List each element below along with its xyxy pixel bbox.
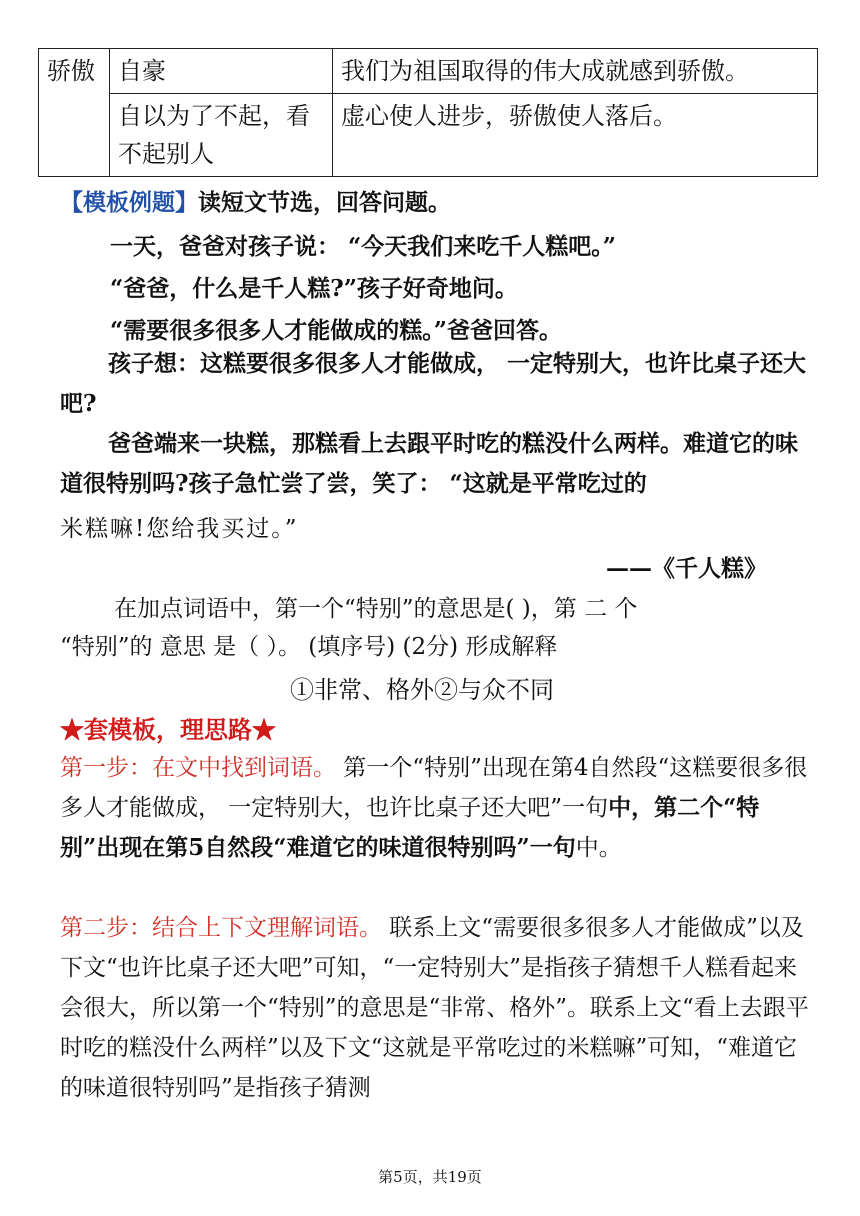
- step-1-bold: 中，第二个“特别”出现在第5自然段“难道它的味道很特别吗”一句: [60, 794, 760, 861]
- vocabulary-table: [38, 48, 818, 177]
- page-footer: 第5页，共19页: [378, 1168, 482, 1186]
- example-heading: [60, 184, 451, 217]
- example-cell: 虚心使人进步，骄傲使人落后。: [333, 94, 818, 177]
- story-paragraph-1: 一天，爸爸对孩子说： “今天我们来吃千人糕吧。”: [110, 233, 616, 260]
- example-tag: 【模板例题】: [60, 189, 198, 216]
- meaning-cell: 自豪: [110, 49, 333, 94]
- story-paragraph-4: 孩子想：这糕要很多很多人才能做成， 一定特别大，也许比桌子还大吧?: [60, 350, 807, 417]
- table-row: [39, 94, 818, 177]
- step-2-text: 联系上文“需要很多很多人才能做成”以及下文“也许比桌子还大吧”可知，“一定特别大”是指孩子猜想千人糕看起来会很大，所以第一个“特别”的意思是“非常、格外”。联系上文“看上去跟平时吃的糕没什么两样”以及下文“这就是平常吃过的米糕嘛”可知，“难道它的味道很特别吗”是指孩子猜测: [60, 915, 809, 1101]
- step-2: [60, 908, 810, 1108]
- template-heading: ★套模板，理思路★: [60, 715, 276, 744]
- story-paragraph-5: 爸爸端来一块糕，那糕看上去跟平时吃的糕没什么两样。难道它的味道很特别吗?孩子急忙尝了尝，笑了： “这就是平常吃过的: [60, 430, 798, 497]
- step-1-text: 第一个“特别”出现在第4自然段“这糕要很多很多人才能做成， 一定特别大，也许比桌子还大吧”一句: [60, 755, 808, 821]
- step-1: [60, 748, 810, 868]
- step-2-label: 第二步：结合上下文理解词语。: [60, 915, 382, 941]
- word-cell: 骄傲: [39, 49, 110, 177]
- example-prompt: 读短文节选，回答问题。: [198, 189, 451, 216]
- meaning-cell: 自以为了不起，看不起别人: [110, 94, 333, 177]
- story-paragraph-6: 米糕嘛!您给我买过。”: [60, 516, 299, 542]
- example-cell: 我们为祖国取得的伟大成就感到骄傲。: [333, 49, 818, 94]
- answer-options: ①非常、格外②与众不同: [290, 676, 554, 704]
- step-1-tail: 中。: [575, 835, 622, 861]
- table-row: [39, 49, 818, 94]
- story-source: ——《千人糕》: [606, 555, 767, 582]
- question-line-1: 在加点词语中，第一个“特别”的意思是( )，第 二 个: [114, 596, 638, 622]
- story-paragraph-2: “爸爸，什么是千人糕?”孩子好奇地问。: [110, 275, 518, 302]
- step-1-label: 第一步：在文中找到词语。: [60, 755, 336, 781]
- story-paragraph-3: “需要很多很多人才能做成的糕。”爸爸回答。: [110, 317, 562, 344]
- question-line-2: “特别”的 意思 是（ ）。 (填序号) (2分) 形成解释: [60, 634, 558, 660]
